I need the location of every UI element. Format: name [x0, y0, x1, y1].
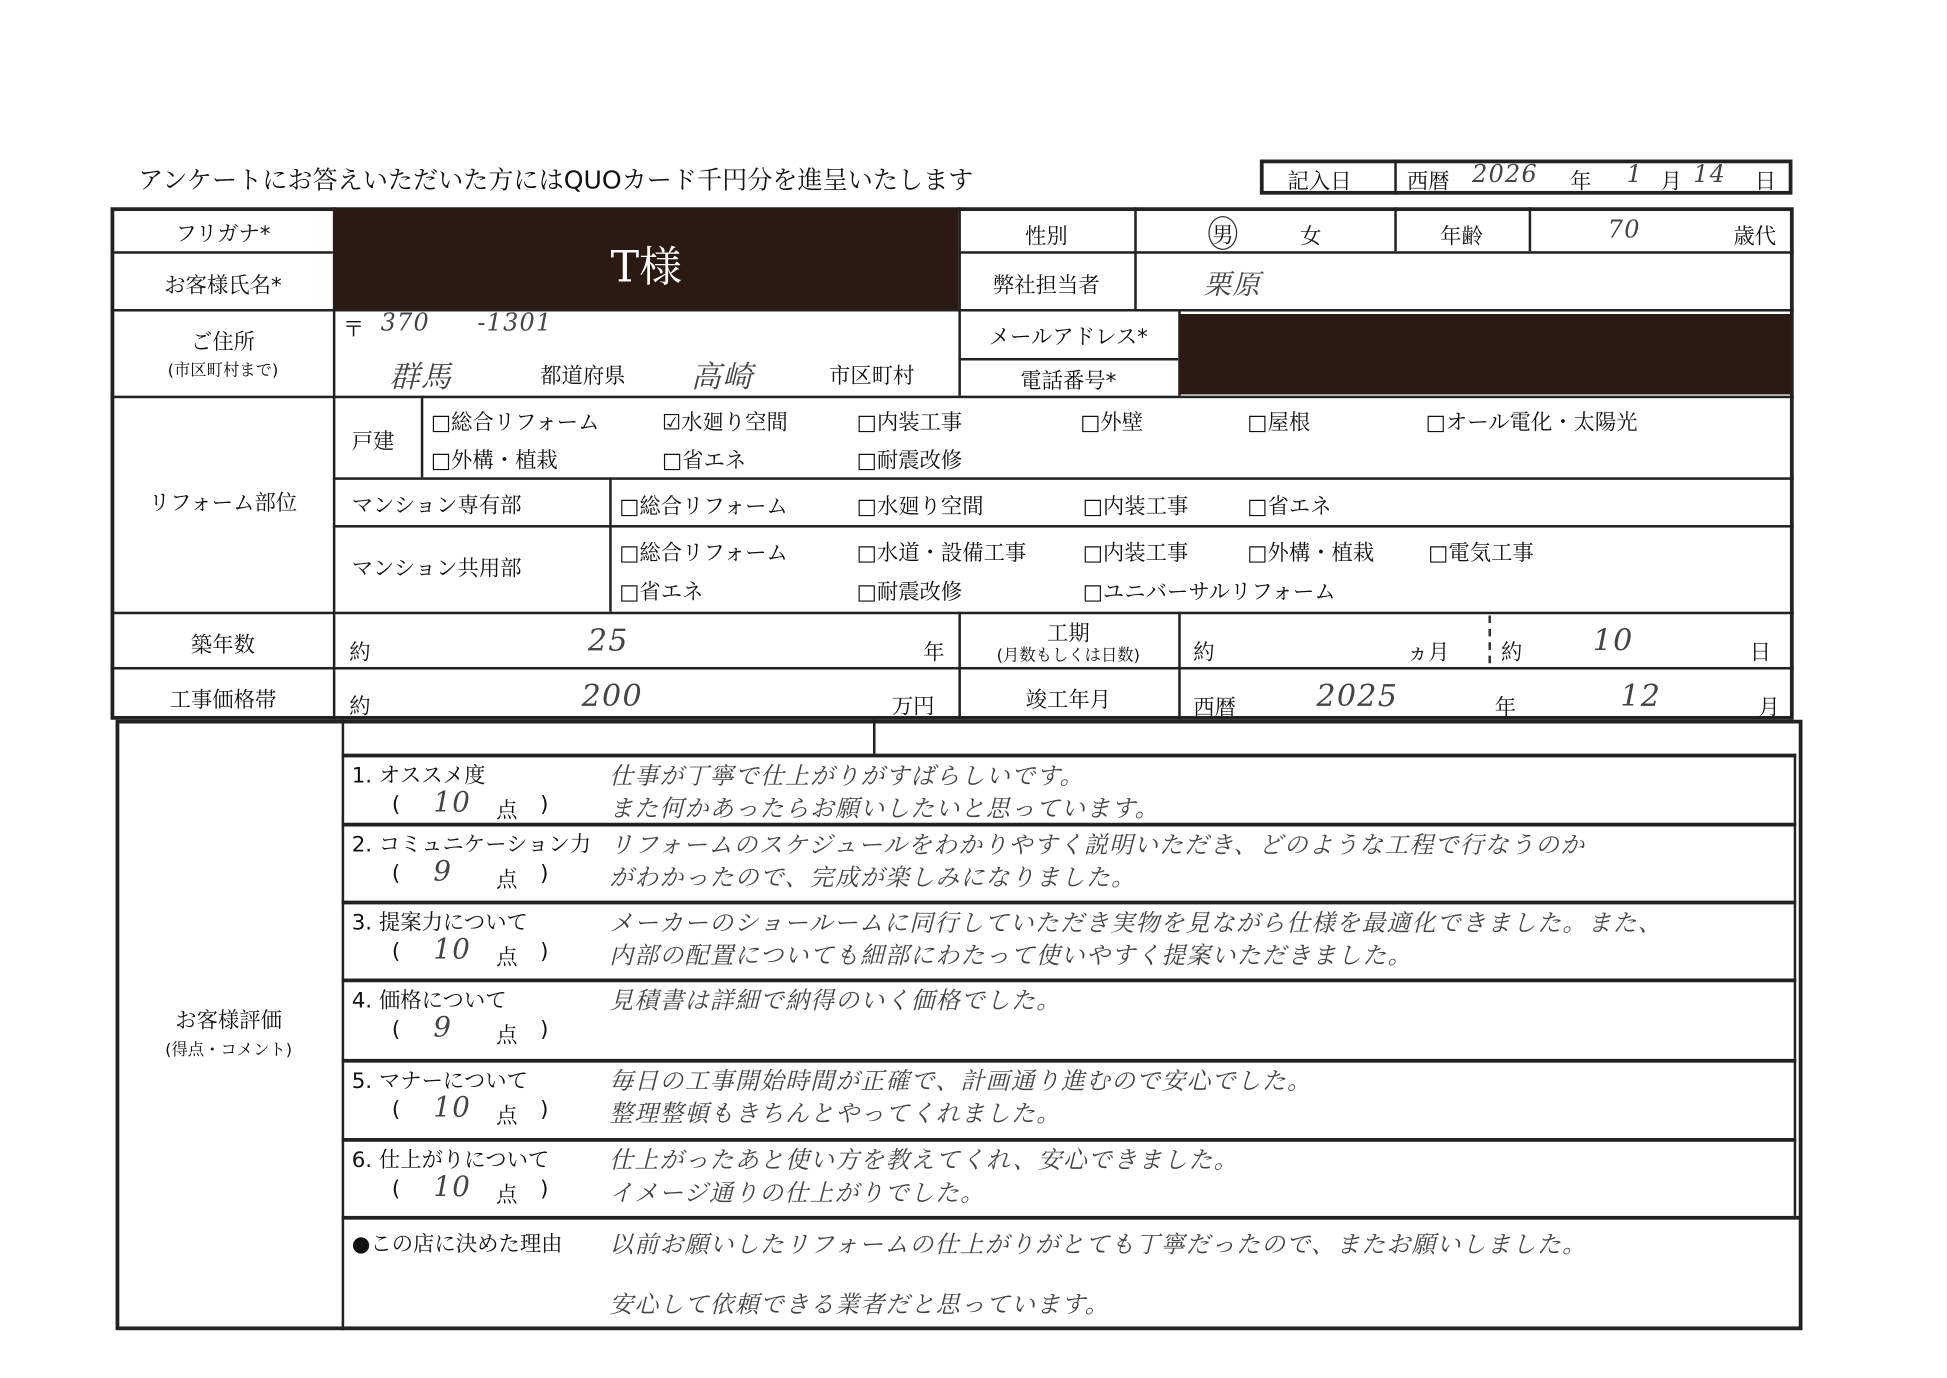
- evaluation-score-paren: (: [391, 1097, 401, 1123]
- evaluation-score[interactable]: 9: [433, 1012, 453, 1044]
- furigana-label: フリガナ*: [175, 222, 271, 248]
- evaluation-score-paren: (: [391, 861, 401, 887]
- city-unit: 市区町村: [829, 364, 915, 390]
- age-unit: 歳代: [1733, 224, 1777, 250]
- evaluation-comment-line-1[interactable]: メーカーのショールームに同行していただき実物を見ながら仕様を最適化できました。また、: [609, 909, 1663, 938]
- evaluation-comment-line-1[interactable]: 仕上がったあと使い方を教えてくれ、安心できました。: [609, 1146, 1239, 1175]
- evaluation-score-paren: ): [540, 1017, 549, 1043]
- building-age-unit: 年: [923, 640, 945, 666]
- day-unit: 日: [1754, 169, 1777, 195]
- house-item[interactable]: □省エネ: [661, 448, 747, 474]
- gender-label: 性別: [1024, 224, 1068, 250]
- evaluation-score-paren: (: [391, 1017, 401, 1043]
- evaluation-comment-line-1[interactable]: リフォームのスケジュールをわかりやすく説明いただき、どのような工程で行なうのか: [609, 831, 1586, 860]
- condo-common-item[interactable]: □省エネ: [619, 580, 704, 606]
- house-item[interactable]: □総合リフォーム: [430, 410, 600, 436]
- condo-private-item[interactable]: □水廻り空間: [856, 494, 984, 521]
- condo-private-item[interactable]: □総合リフォーム: [619, 494, 788, 521]
- price-unit: 万円: [891, 694, 935, 720]
- evaluation-score[interactable]: 10: [433, 934, 472, 966]
- evaluation-comment-line-1[interactable]: 仕事が丁寧で仕上がりがすばらしいです。: [609, 762, 1085, 791]
- completion-year[interactable]: 2025: [1316, 678, 1399, 714]
- redacted-contact-block: [1179, 314, 1791, 394]
- name-label: お客様氏名*: [164, 273, 282, 299]
- completion-era: 西暦: [1193, 695, 1237, 722]
- entry-year[interactable]: 2026: [1472, 160, 1538, 189]
- point-unit: 点: [496, 1183, 518, 1209]
- entry-day[interactable]: 14: [1693, 160, 1727, 189]
- point-unit: 点: [496, 798, 518, 825]
- house-item[interactable]: □オール電化・太陽光: [1425, 410, 1638, 436]
- house-item[interactable]: □屋根: [1247, 410, 1311, 436]
- postal-mark: 〒: [342, 317, 365, 343]
- completion-month[interactable]: 12: [1620, 678, 1662, 714]
- point-unit: 点: [496, 945, 518, 971]
- evaluation-score[interactable]: 9: [433, 856, 453, 889]
- evaluation-score[interactable]: 10: [433, 787, 472, 819]
- approx-label: 約: [349, 640, 371, 666]
- approx-label: 約: [349, 694, 371, 720]
- prefecture-unit: 都道府県: [540, 364, 626, 390]
- entry-month[interactable]: 1: [1626, 160, 1644, 189]
- condo-private-label: マンション専有部: [351, 493, 522, 519]
- evaluation-item-title: 2. コミュニケーション力: [351, 832, 592, 858]
- reason-line-2[interactable]: 安心して依頼できる業者だと思っています。: [609, 1291, 1110, 1319]
- customer-name: T様: [610, 242, 682, 293]
- evaluation-label: お客様評価: [175, 1008, 282, 1034]
- completion-year-unit: 年: [1494, 695, 1517, 722]
- staff-name[interactable]: 栗原: [1203, 270, 1262, 302]
- evaluation-score-paren: (: [391, 792, 401, 818]
- house-item[interactable]: ☑水廻り空間: [661, 410, 788, 436]
- evaluation-item-title: 4. 価格について: [351, 988, 507, 1014]
- evaluation-sublabel: (得点・コメント): [165, 1041, 293, 1061]
- city-value[interactable]: 高崎: [690, 359, 754, 395]
- months-unit: ヵ月: [1406, 640, 1450, 666]
- condo-common-item[interactable]: □内装工事: [1082, 541, 1189, 567]
- evaluation-score-paren: ): [540, 861, 549, 887]
- price-range-label: 工事価格帯: [169, 688, 277, 714]
- evaluation-comment-line-1[interactable]: 見積書は詳細で納得のいく価格でした。: [609, 987, 1062, 1015]
- house-item[interactable]: □外壁: [1080, 410, 1144, 436]
- condo-private-item[interactable]: □省エネ: [1247, 494, 1332, 521]
- age-value[interactable]: 70: [1607, 216, 1641, 244]
- year-unit: 年: [1570, 169, 1592, 195]
- reason-line-1[interactable]: 以前お願いしたリフォームの仕上がりがとても丁寧だったので、またお願いしました。: [609, 1230, 1588, 1259]
- price-value[interactable]: 200: [581, 678, 643, 714]
- point-unit: 点: [496, 1104, 518, 1130]
- evaluation-score-paren: ): [540, 792, 549, 818]
- reason-label: ●この店に決めた理由: [351, 1232, 563, 1258]
- evaluation-score-paren: ): [540, 1097, 549, 1123]
- approx-label: 約: [1501, 640, 1523, 666]
- postal-code-2[interactable]: -1301: [477, 309, 553, 337]
- completion-month-unit: 月: [1758, 695, 1780, 722]
- evaluation-comment-line-2[interactable]: がわかったので、完成が楽しみになりました。: [609, 864, 1137, 892]
- phone-label: 電話番号*: [1020, 369, 1117, 395]
- quo-card-notice: アンケートにお答えいただいた方にはQUOカード千円分を進呈いたします: [138, 164, 974, 195]
- building-age-label: 築年数: [190, 633, 255, 659]
- period-days-value[interactable]: 10: [1592, 623, 1634, 659]
- house-item[interactable]: □内装工事: [856, 410, 963, 436]
- evaluation-comment-line-2[interactable]: イメージ通りの仕上がりでした。: [609, 1179, 986, 1208]
- evaluation-item-title: 3. 提案力について: [351, 910, 528, 936]
- house-label: 戸建: [351, 429, 395, 455]
- evaluation-comment-line-2[interactable]: 内部の配置についても細部にわたって使いやすく提案いただきました。: [609, 942, 1413, 970]
- condo-common-item[interactable]: □電気工事: [1428, 541, 1534, 567]
- evaluation-comment-line-2[interactable]: また何かあったらお願いしたいと思っています。: [609, 795, 1160, 823]
- house-item[interactable]: □耐震改修: [856, 448, 963, 474]
- house-item[interactable]: □外構・植栽: [430, 448, 558, 474]
- entry-date-label: 記入日: [1287, 169, 1352, 195]
- age-label: 年齢: [1440, 224, 1483, 250]
- evaluation-score-paren: ): [540, 1176, 549, 1203]
- evaluation-score[interactable]: 10: [433, 1092, 472, 1125]
- gender-female-option[interactable]: 女: [1300, 224, 1322, 250]
- era-label: 西暦: [1406, 169, 1450, 195]
- approx-label: 約: [1193, 640, 1215, 666]
- evaluation-comment-line-1[interactable]: 毎日の工事開始時間が正確で、計画通り進むので安心でした。: [609, 1067, 1313, 1096]
- condo-common-item[interactable]: □水道・設備工事: [856, 541, 1027, 567]
- construction-period-sublabel: (月数もしくは日数): [996, 646, 1141, 666]
- evaluation-item-title: 6. 仕上がりについて: [351, 1148, 550, 1174]
- prefecture-value[interactable]: 群馬: [389, 359, 453, 395]
- email-label: メールアドレス*: [988, 325, 1148, 351]
- evaluation-comment-line-2[interactable]: 整理整頓もきちんとやってくれました。: [609, 1100, 1062, 1128]
- evaluation-score-paren: (: [391, 1176, 401, 1203]
- condo-common-item[interactable]: □総合リフォーム: [619, 541, 788, 567]
- days-unit: 日: [1749, 640, 1772, 666]
- construction-period-label: 工期: [1046, 621, 1090, 647]
- postal-code-1[interactable]: 370: [380, 309, 430, 337]
- building-age-value[interactable]: 25: [587, 623, 629, 659]
- evaluation-score-paren: (: [391, 939, 401, 965]
- evaluation-item-title: 5. マナーについて: [351, 1068, 528, 1095]
- gender-male-selected: 男: [1208, 216, 1237, 250]
- month-unit: 月: [1660, 169, 1682, 195]
- evaluation-item-title: 1. オススメ度: [351, 763, 486, 789]
- staff-label: 弊社担当者: [992, 273, 1100, 299]
- evaluation-score[interactable]: 10: [433, 1171, 472, 1204]
- gender-male-option[interactable]: [1208, 216, 1237, 250]
- completion-label: 竣工年月: [1025, 688, 1112, 714]
- condo-common-item[interactable]: □耐震改修: [856, 580, 963, 606]
- address-label: ご住所: [190, 330, 255, 356]
- reform-area-label: リフォーム部位: [148, 491, 298, 517]
- point-unit: 点: [496, 1023, 518, 1049]
- point-unit: 点: [496, 867, 518, 894]
- evaluation-score-paren: ): [540, 939, 549, 965]
- address-sublabel: (市区町村まで): [167, 361, 279, 381]
- condo-common-item[interactable]: □ユニバーサルリフォーム: [1082, 580, 1336, 606]
- condo-common-label: マンション共用部: [351, 556, 522, 582]
- condo-private-item[interactable]: □内装工事: [1082, 494, 1189, 521]
- condo-common-item[interactable]: □外構・植栽: [1247, 541, 1375, 567]
- evaluation-row: [342, 979, 1797, 1059]
